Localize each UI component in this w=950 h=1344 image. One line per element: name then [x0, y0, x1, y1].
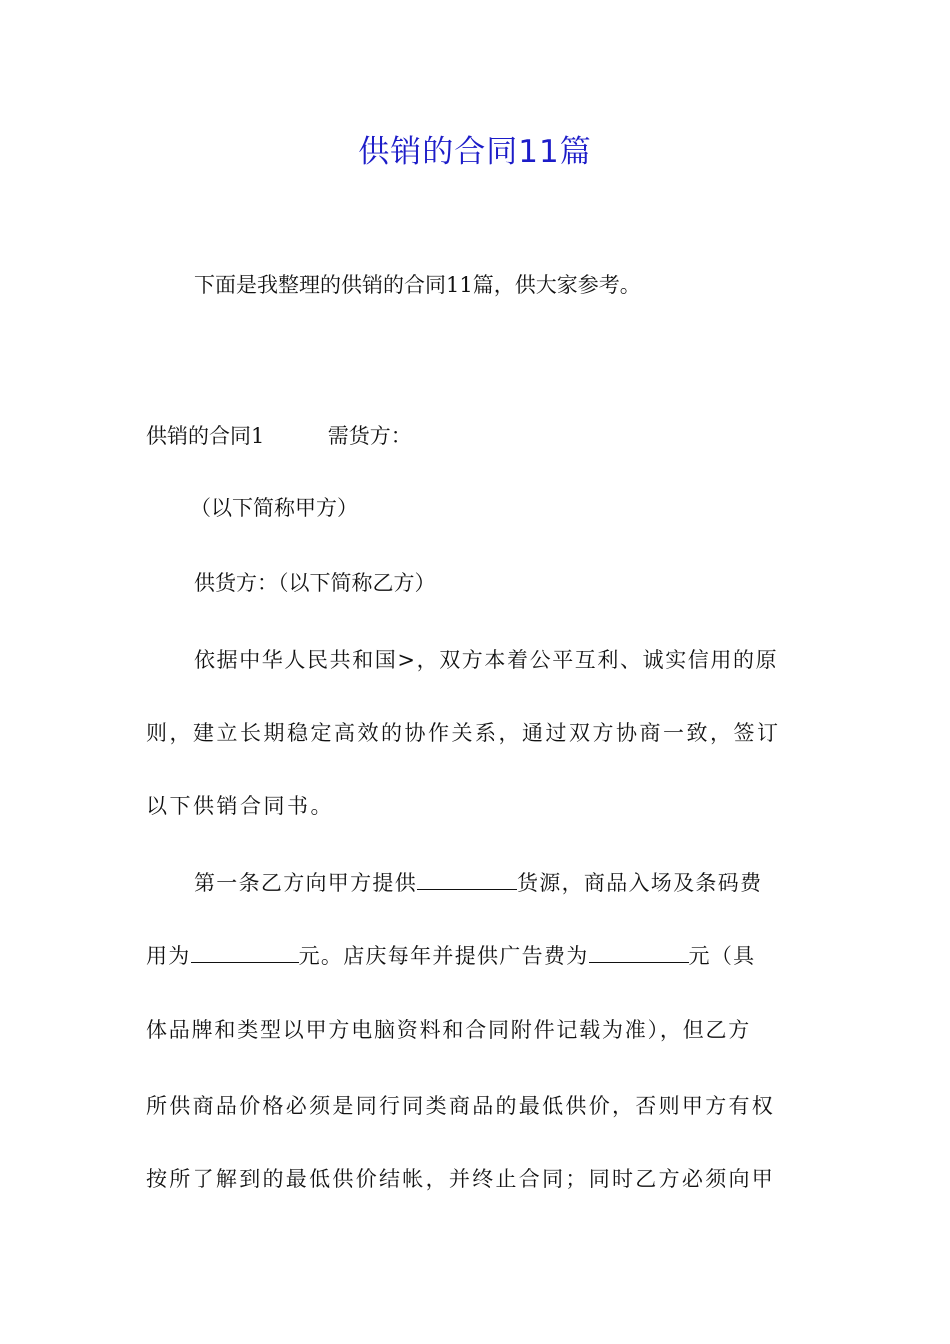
- party-a-label: 需货方：: [327, 424, 412, 448]
- document-title: 供销的合同11篇: [358, 134, 592, 170]
- blank-field: [417, 869, 517, 890]
- paragraph1-line1: 依据中华人民共和国>，双方本着公平互利、诚实信用的原: [194, 648, 779, 672]
- article1-text-a: 第一条乙方向甲方提供: [194, 871, 417, 895]
- paragraph1-line2: 则，建立长期稳定高效的协作关系，通过双方协商一致，签订: [146, 721, 781, 745]
- article1-text-e: 元（具: [688, 944, 756, 968]
- article1-line3: 体品牌和类型以甲方电脑资料和合同附件记载为准），但乙方: [146, 1018, 752, 1042]
- article1-line2: [146, 939, 806, 973]
- section-heading-line: [146, 419, 806, 453]
- article1-line5: 按所了解到的最低供价结帐，并终止合同；同时乙方必须向甲: [146, 1167, 776, 1191]
- party-a-note: （以下简称甲方）: [190, 496, 358, 520]
- article1-text-b: 货源，商品入场及条码费: [517, 871, 763, 895]
- article1-line4: 所供商品价格必须是同行同类商品的最低供价，否则甲方有权: [146, 1094, 776, 1118]
- article1-line1: [194, 866, 806, 900]
- article1-text-c: 用为: [146, 944, 191, 968]
- blank-field: [589, 942, 689, 963]
- article1-text-d: 元。店庆每年并提供广告费为: [298, 944, 589, 968]
- intro-paragraph: 下面是我整理的供销的合同11篇，供大家参考。: [194, 273, 641, 297]
- section-heading: 供销的合同1: [146, 424, 265, 448]
- paragraph1-line3: 以下供销合同书。: [146, 794, 334, 818]
- party-b-line: 供货方：（以下简称乙方）: [194, 571, 436, 595]
- blank-field: [191, 942, 299, 963]
